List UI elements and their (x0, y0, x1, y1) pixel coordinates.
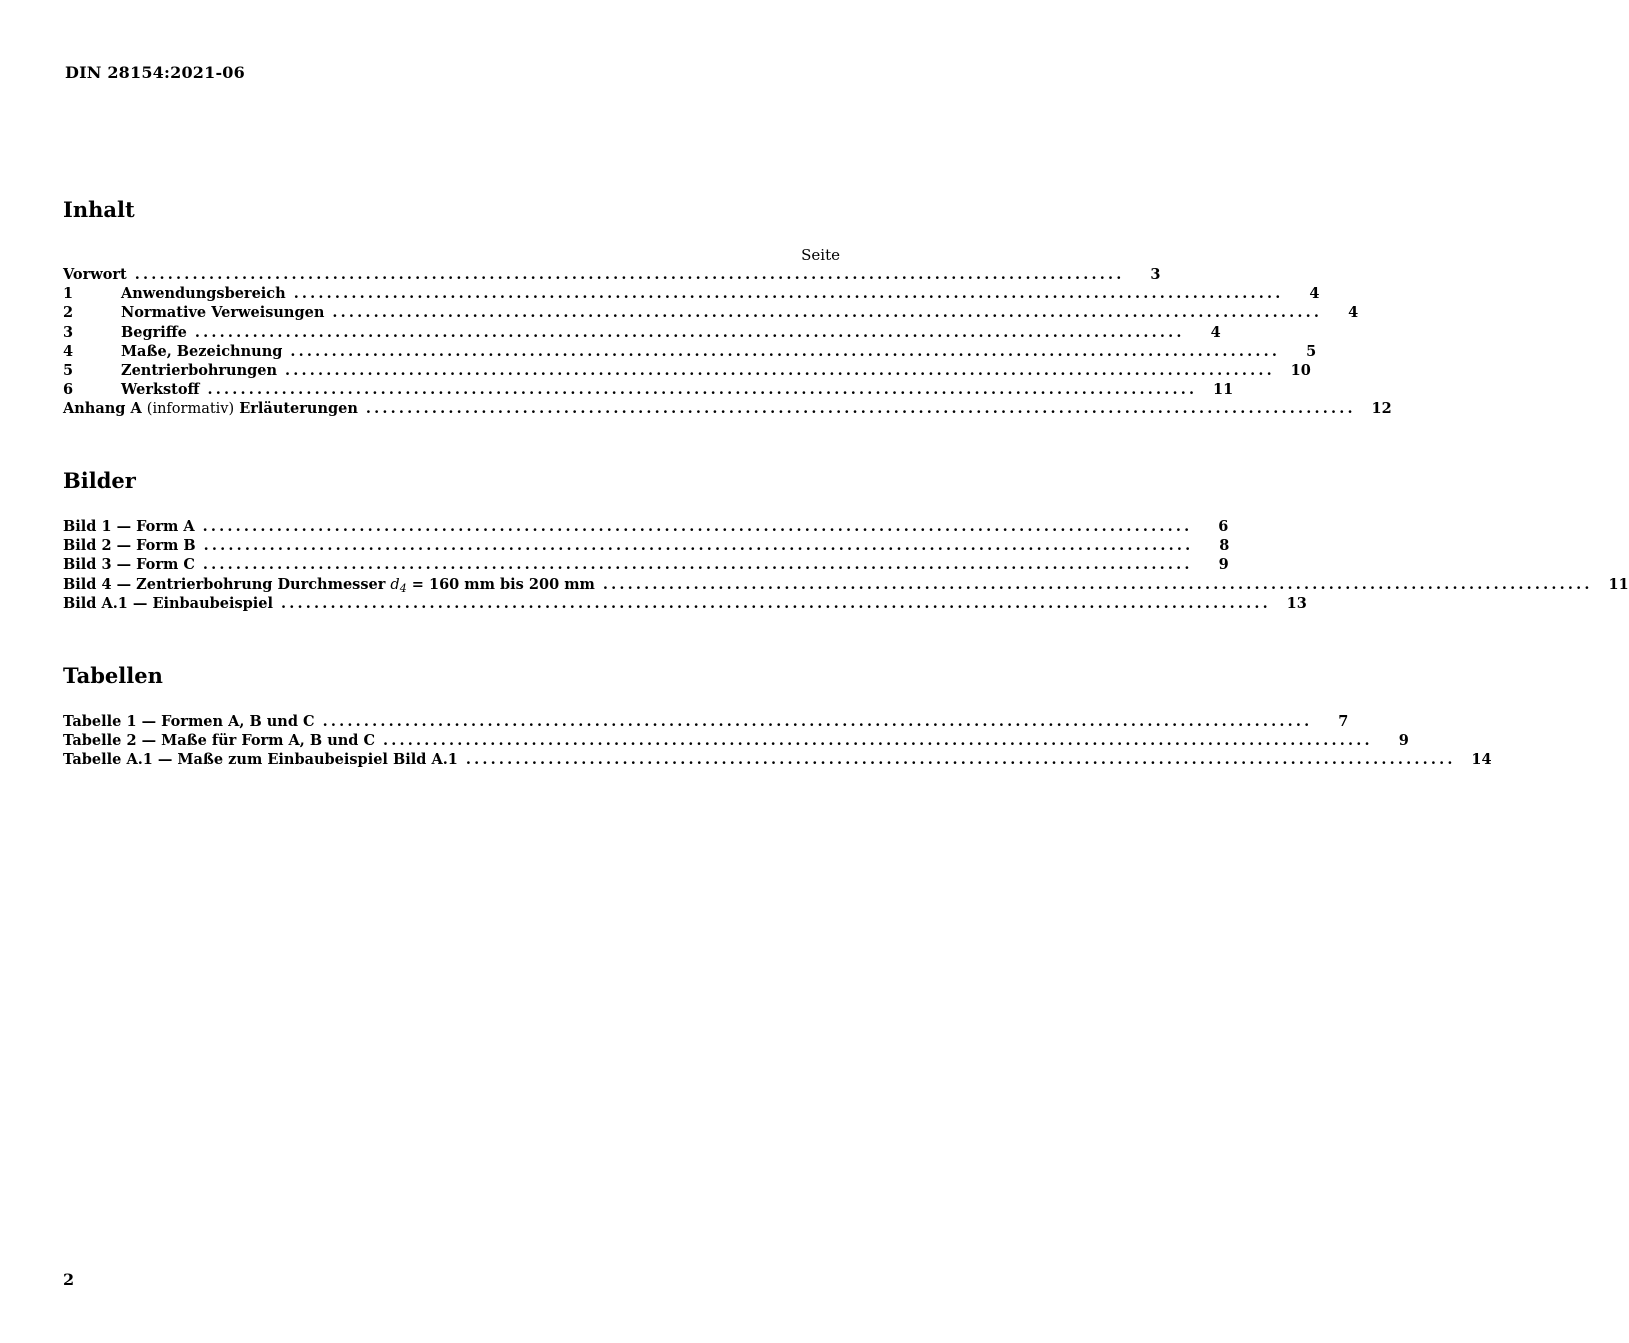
table-entry-page: 9 (1398, 732, 1409, 750)
annex-prefix: Anhang A (63, 400, 142, 418)
toc-leader: ........................................................................................................................ (602, 575, 1593, 593)
toc-entry-6[interactable] (63, 380, 1234, 399)
toc-entry-number: 3 (63, 323, 74, 341)
toc-leader: ........................................................................................................................ (194, 323, 1185, 341)
toc-leader: ........................................................................................................................ (281, 594, 1271, 612)
figure-entry-page: 13 (1286, 594, 1307, 612)
toc-entry-5[interactable] (63, 361, 1311, 380)
diameter-subscript: 4 (399, 581, 407, 595)
toc-leader: ........................................................................................................................ (202, 556, 1193, 574)
figure-entry-page: 6 (1218, 518, 1229, 535)
figures-list (63, 517, 1629, 613)
toc-entry-label: Normative Verweisungen (121, 304, 325, 322)
toc-leader: ........................................................................................................................ (134, 266, 1125, 283)
toc-entry-number: 2 (63, 304, 74, 322)
table-entry-page: 7 (1338, 713, 1349, 730)
tables-heading: Tabellen (63, 663, 163, 688)
page-number: 2 (63, 1270, 75, 1289)
toc-entry-page: 5 (1306, 342, 1317, 360)
toc-entry-2[interactable] (63, 303, 1359, 322)
figure-entry-page: 8 (1219, 537, 1230, 555)
toc-entry-page: 12 (1371, 400, 1392, 418)
toc-entry-label: Vorwort (63, 266, 127, 283)
figure-entry-label: Bild 1 — Form A (63, 518, 195, 535)
figure-entry-label (63, 575, 595, 595)
toc-leader: ........................................................................................................................ (207, 381, 1198, 399)
toc-leader: ........................................................................................................................ (293, 285, 1284, 303)
toc-entry-number: 5 (63, 361, 74, 379)
figure-entry-label: Bild 2 — Form B (63, 537, 196, 555)
figure-entry-page: 9 (1218, 556, 1229, 574)
document-id: DIN 28154:2021-06 (65, 63, 245, 82)
figure-entry-label: Bild 3 — Form C (63, 556, 195, 574)
figure-entry-page: 11 (1608, 575, 1629, 593)
contents-heading: Inhalt (63, 197, 135, 222)
toc-entry-label: Maße, Bezeichnung (121, 342, 283, 360)
toc-leader: ........................................................................................................................ (285, 361, 1275, 379)
figure-entry-1[interactable] (63, 517, 1229, 536)
table-entry-2[interactable] (63, 731, 1409, 750)
toc-entry-page: 4 (1210, 323, 1221, 341)
toc-entry-3[interactable] (63, 323, 1221, 342)
toc-leader: ........................................................................................................................ (290, 342, 1281, 360)
figure-entry-label: Bild A.1 — Einbaubeispiel (63, 594, 274, 612)
figures-heading: Bilder (63, 468, 136, 493)
toc-entry-page: 4 (1348, 304, 1359, 322)
toc-leader: ........................................................................................................................ (365, 400, 1356, 418)
toc-entry-label (63, 399, 358, 419)
toc-entry-label: Werkstoff (121, 381, 200, 399)
toc-entry-number: 6 (63, 381, 74, 399)
toc-entry-number: 1 (63, 285, 74, 303)
table-entry-label: Tabelle A.1 — Maße zum Einbaubeispiel Bild A.1 (63, 751, 458, 769)
figure-entry-3[interactable] (63, 555, 1229, 574)
page-column-label: Seite (801, 246, 840, 264)
figure-entry-2[interactable] (63, 536, 1230, 555)
table-entry-label: Tabelle 1 — Formen A, B und C (63, 713, 315, 730)
figure-label-start: Bild 4 — Zentrierbohrung Durchmesser (63, 575, 386, 593)
toc-leader: ........................................................................................................................ (383, 732, 1373, 750)
toc-entry-4[interactable] (63, 342, 1317, 361)
toc-entry-label: Zentrierbohrungen (121, 361, 278, 379)
toc-leader: ........................................................................................................................ (465, 751, 1456, 769)
toc-leader: ........................................................................................................................ (332, 304, 1323, 322)
toc-entry-number: 4 (63, 342, 74, 360)
toc-leader: ........................................................................................................................ (203, 537, 1194, 555)
figure-entry-4[interactable] (63, 575, 1629, 595)
table-entry-label: Tabelle 2 — Maße für Form A, B und C (63, 732, 376, 750)
table-entry-page: 14 (1471, 751, 1492, 769)
toc-entry-label: Begriffe (121, 323, 187, 341)
diameter-symbol: $d_4$ (390, 576, 407, 595)
figure-label-end: = 160 mm bis 200 mm (411, 575, 595, 593)
toc-leader: ........................................................................................................................ (322, 713, 1313, 730)
table-entry-a1[interactable] (63, 750, 1492, 769)
toc-entry-1[interactable] (63, 284, 1320, 303)
annex-title: Erläuterungen (239, 400, 358, 418)
figure-entry-a1[interactable] (63, 594, 1307, 613)
toc-entry-annex-a[interactable] (63, 399, 1392, 418)
annex-qualifier: (informativ) (146, 401, 235, 418)
toc-entry-page: 10 (1290, 361, 1311, 379)
contents-list (63, 265, 1392, 419)
table-entry-1[interactable] (63, 712, 1349, 731)
toc-entry-page: 11 (1213, 381, 1234, 399)
toc-leader: ........................................................................................................................ (202, 518, 1193, 535)
toc-entry-vorwort[interactable] (63, 265, 1161, 284)
toc-entry-label: Anwendungsbereich (121, 285, 286, 303)
toc-entry-page: 3 (1150, 266, 1161, 283)
tables-list (63, 712, 1492, 770)
toc-entry-page: 4 (1309, 285, 1320, 303)
